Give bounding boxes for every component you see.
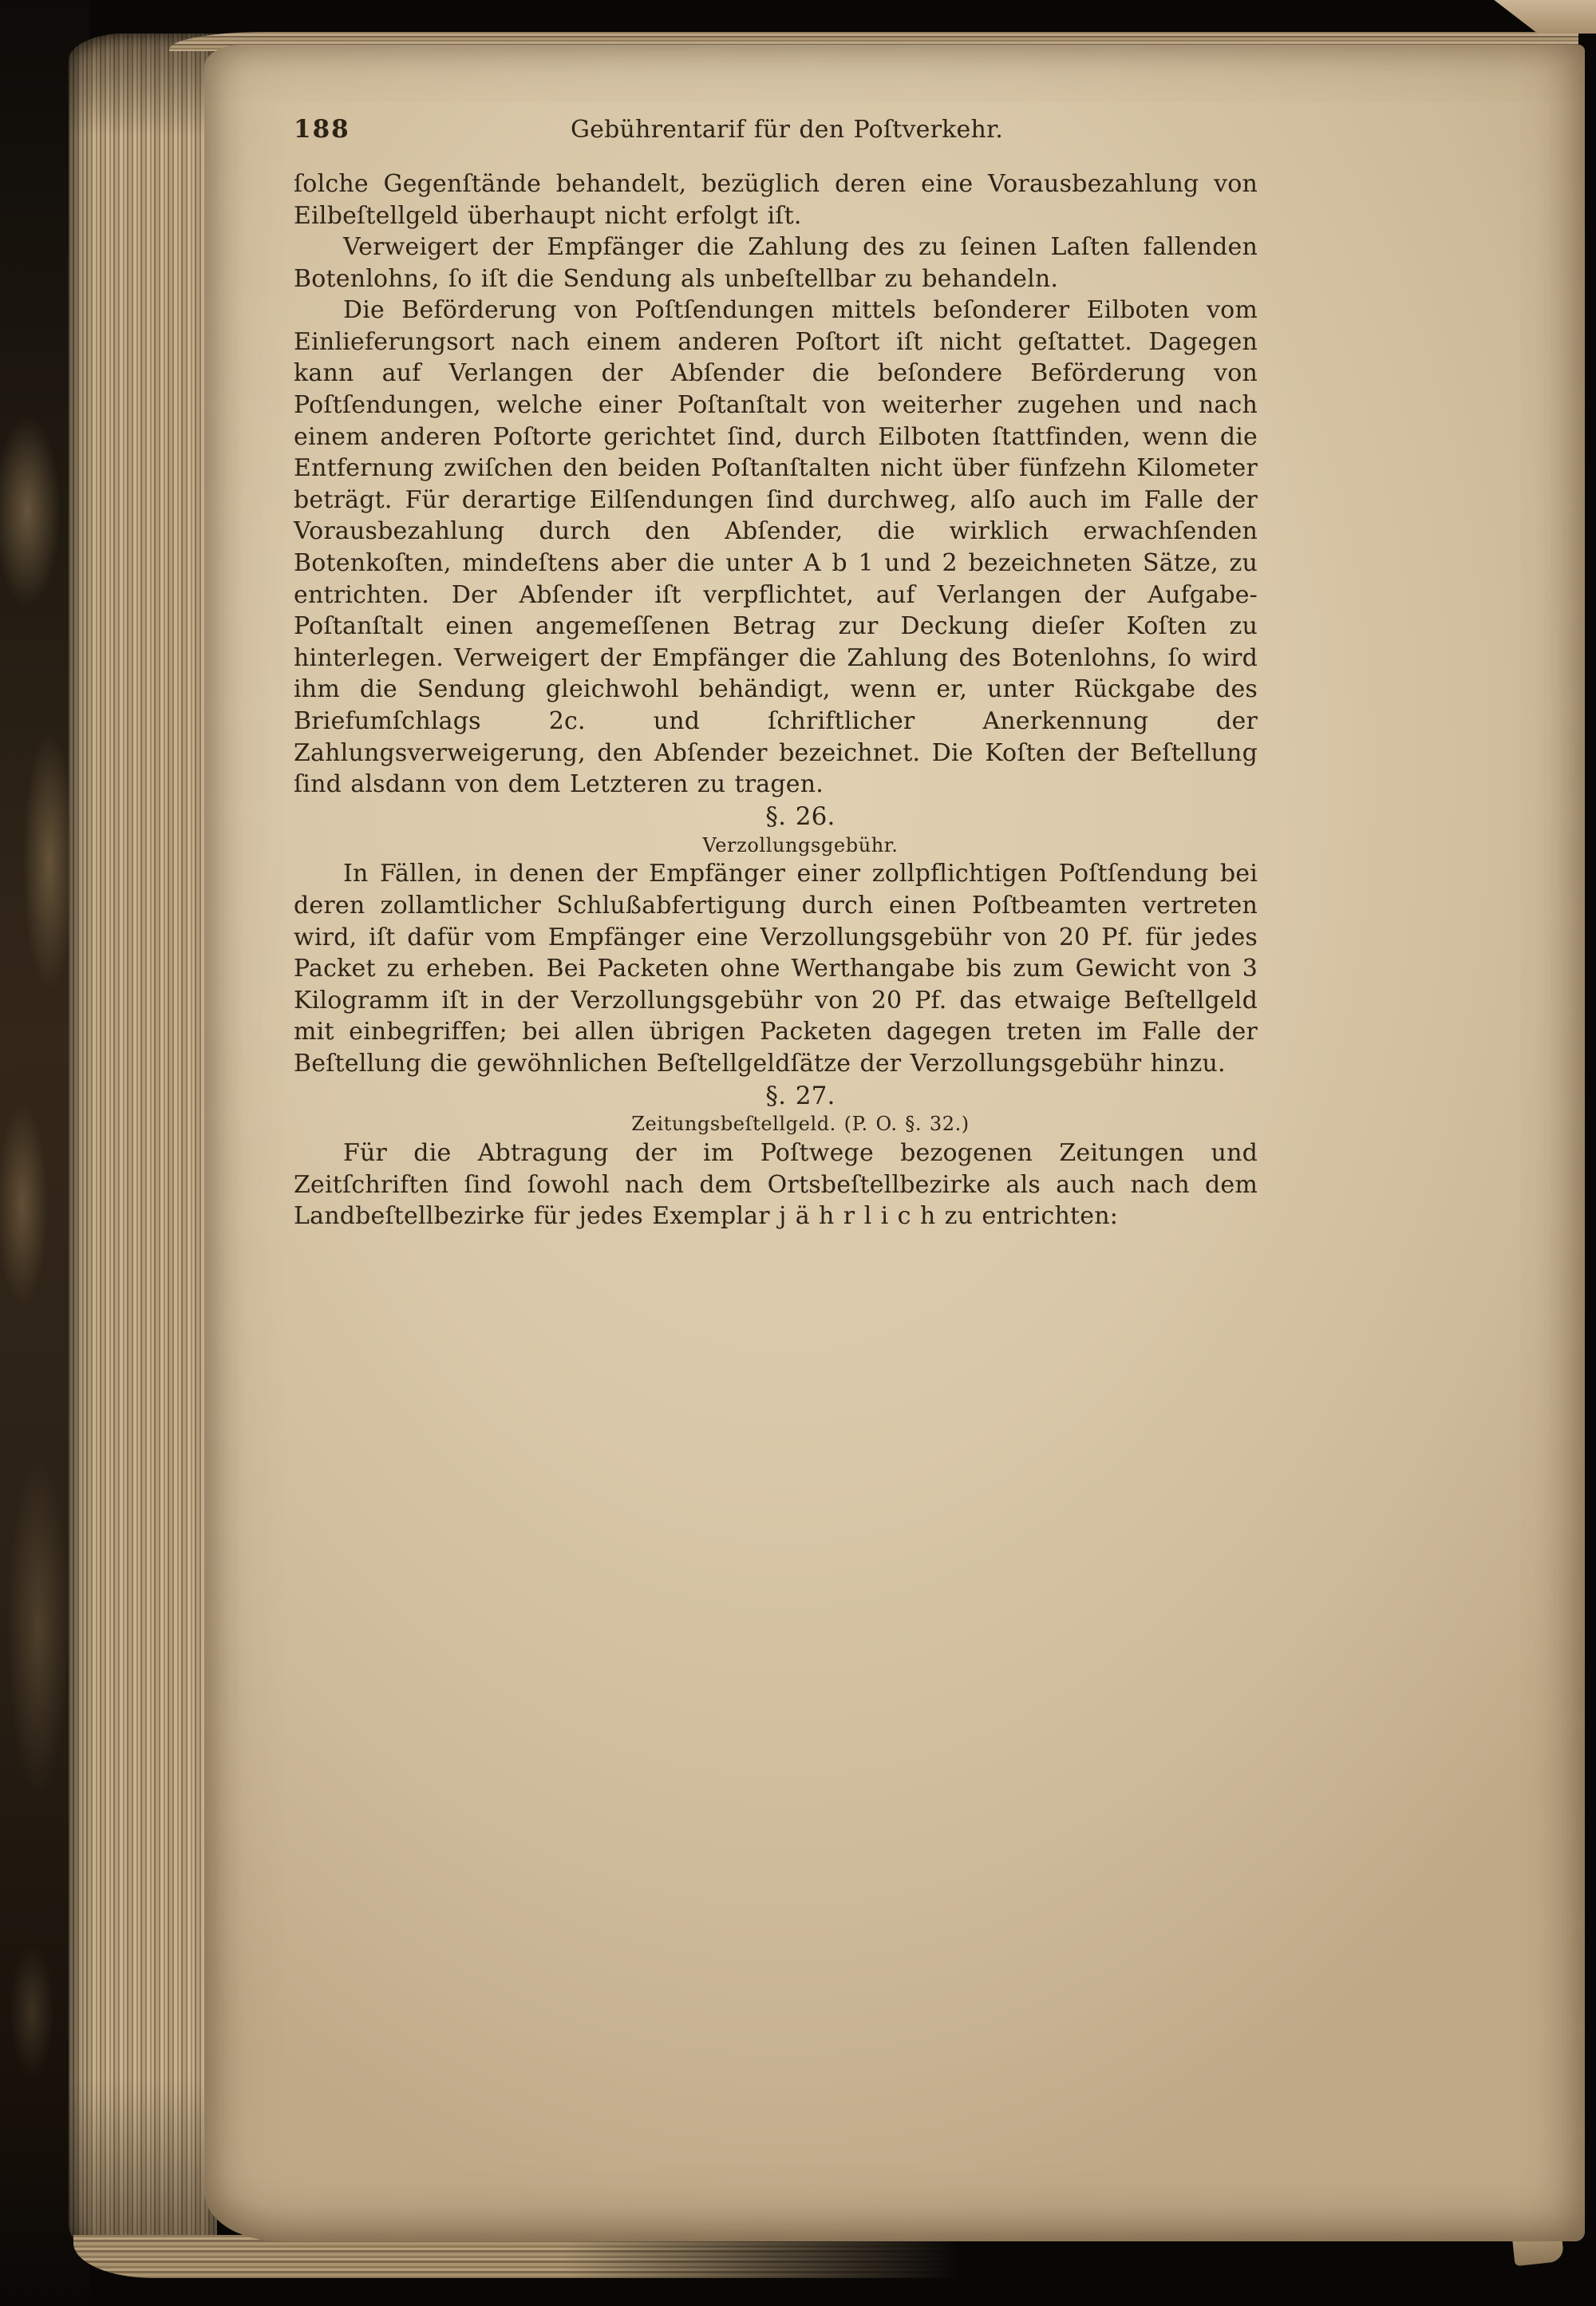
page-header (294, 113, 1258, 146)
next-leaf-corner-top-right (1475, 0, 1596, 34)
paragraph-continuation: ſolche Gegenſtände behandelt, bezüglich deren eine Vorausbezahlung von Eilbeſtellgeld überhaupt nicht erfolgt iſt. (294, 169, 1258, 230)
page-number: 188 (294, 115, 350, 144)
book-page (204, 45, 1585, 2241)
section-26-subheading: Verzollungsgebühr. (702, 833, 899, 856)
paragraph: Verweigert der Empfänger die Zahlung des zu ſeinen Laſten fallenden Botenlohns, ſo iſt die Sendung als unbeſtellbar zu behandeln. (294, 233, 1258, 293)
page-edges-bottom (73, 2235, 1015, 2278)
paragraph: Die Beförderung von Poſtſendungen mittels beſonderer Eilboten vom Einlieferungsort nach einem anderen Poſtort iſt nicht geſtattet. Dagegen kann auf Verlangen der Abſender die beſondere Beförderung von Poſtſendungen, welche einer Poſtanſtalt von weiterher zugehen und nach einem anderen Poſtorte gerichtet ſind, durch Eilboten ſtattfinden, wenn die Entfernung zwiſchen den beiden Poſtanſtalten nicht über fünfzehn Kilometer beträgt. Für derartige Eilſendungen ſind durchweg, alſo auch im Falle der Vorausbezahlung durch den Abſender, die wirklich erwachſenden Botenkoſten, mindeſtens aber die unter A b 1 und 2 bezeichneten Sätze, zu entrichten. Der Abſender iſt verpflichtet, auf Verlangen der Aufgabe-Poſtanſtalt einen angemeſſenen Betrag zur Deckung dieſer Koſten zu hinterlegen. Verweigert der Empfänger die Zahlung des Botenlohns, ſo wird ihm die Sendung gleichwohl behändigt, wenn er, unter Rückgabe des Briefumſchlags 2c. und ſchriftlicher Anerkennung der Zahlungsverweigerung, den Abſender bezeichnet. Die Koſten der Beſtellung ſind alsdann von dem Letzteren zu tragen. (294, 296, 1258, 799)
section-27-subheading: Zeitungsbeſtellgeld. (P. O. §. 32.) (631, 1113, 970, 1136)
section-27-paragraph: Für die Abtragung der im Poſtwege bezogenen Zeitungen und Zeitſchriften ſind ſowohl nach dem Ortsbeſtellbezirke als auch nach dem Landbeſtellbezirke für jedes Exemplar j ä h r l i c h zu entrichten: (294, 1139, 1258, 1231)
section-26-paragraph: In Fällen, in denen der Empfänger einer zollpflichtigen Poſtſendung bei deren zollamtlicher Schlußabfertigung durch einen Poſtbeamten vertreten wird, iſt dafür vom Empfänger eine Verzollungsgebühr von 20 Pf. für jedes Packet zu erheben. Bei Packeten ohne Werthangabe bis zum Gewicht von 3 Kilogramm iſt in der Verzollungsgebühr von 20 Pf. das etwaige Beſtellgeld mit einbegriffen; bei allen übrigen Packeten dagegen treten im Falle der Beſtellung die gewöhnlichen Beſtellgeldſätze der Verzollungsgebühr hinzu. (294, 860, 1258, 1078)
section-26-heading: §. 26. (765, 801, 836, 831)
printed-text-block (294, 113, 1258, 1232)
section-27-heading: §. 27. (765, 1081, 836, 1110)
page-edges-left (69, 34, 217, 2267)
running-header: Gebührentarif für den Poſtverkehr. (571, 116, 1003, 144)
